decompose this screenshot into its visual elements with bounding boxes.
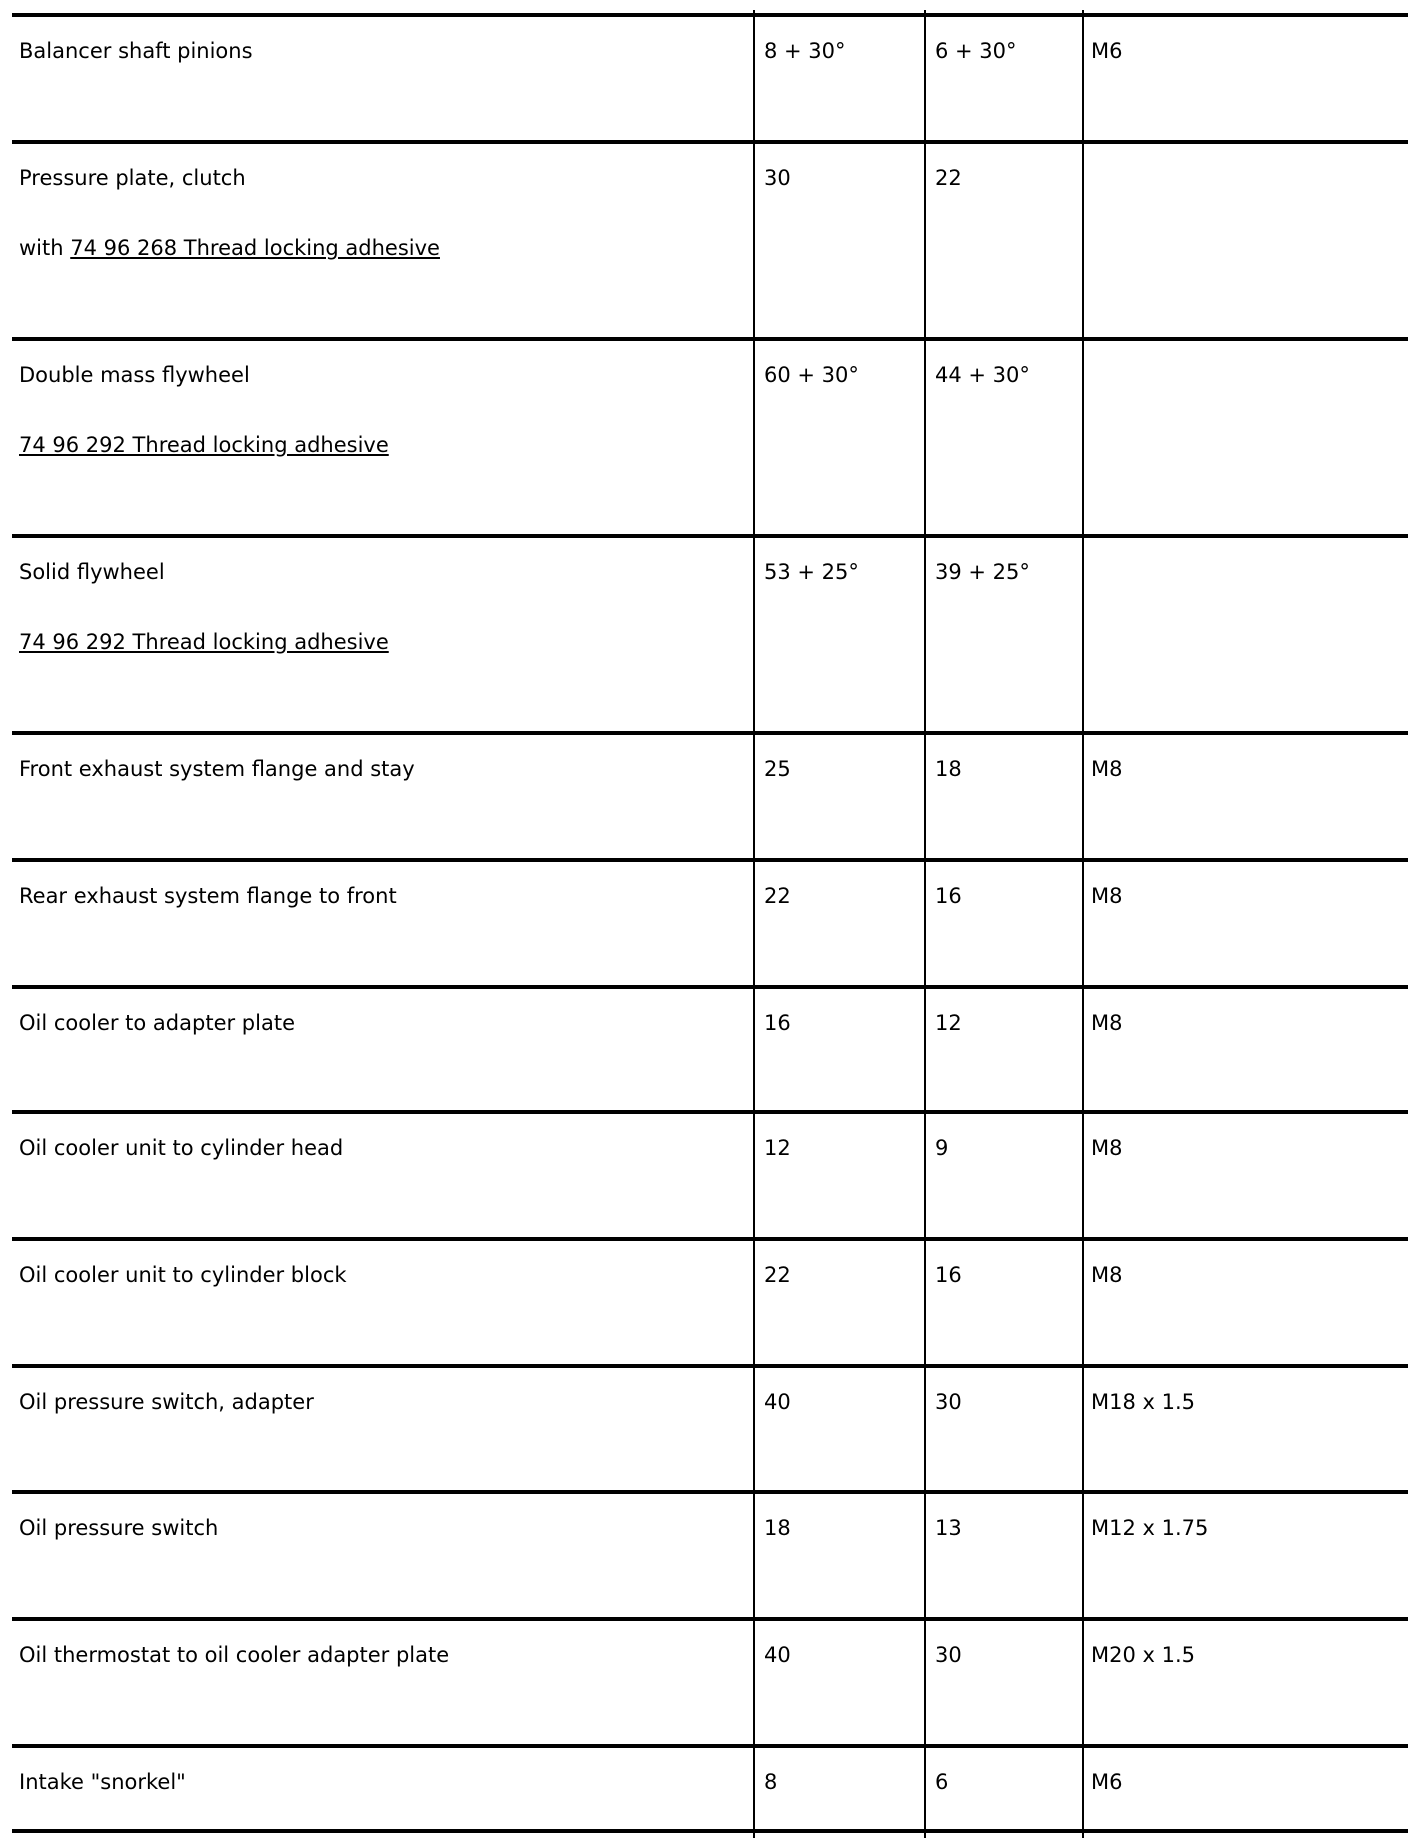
adhesive-note bbox=[19, 236, 440, 260]
torque-lbft-cell: 13 bbox=[935, 1516, 962, 1540]
row-divider bbox=[12, 731, 1408, 735]
thread-size-cell: M8 bbox=[1091, 1011, 1123, 1035]
torque-nm-cell: 22 bbox=[764, 884, 791, 908]
description-text: Double mass flywheel bbox=[19, 363, 250, 387]
description-text: Solid flywheel bbox=[19, 560, 165, 584]
thread-size-cell: M12 x 1.75 bbox=[1091, 1516, 1209, 1540]
description-cell bbox=[19, 1011, 295, 1035]
description-text: Intake "snorkel" bbox=[19, 1770, 186, 1794]
torque-lbft-cell: 16 bbox=[935, 1263, 962, 1287]
torque-nm-cell: 12 bbox=[764, 1136, 791, 1160]
description-cell bbox=[19, 39, 253, 63]
description-cell bbox=[19, 560, 389, 654]
description-cell bbox=[19, 1516, 218, 1540]
torque-lbft-cell: 16 bbox=[935, 884, 962, 908]
row-divider bbox=[12, 985, 1408, 989]
torque-nm-cell: 60 + 30° bbox=[764, 363, 859, 387]
thread-size-cell: M20 x 1.5 bbox=[1091, 1643, 1196, 1667]
adhesive-part-link[interactable]: 74 96 268 Thread locking adhesive bbox=[70, 236, 440, 260]
thread-size-cell: M6 bbox=[1091, 39, 1123, 63]
description-text: Rear exhaust system flange to front bbox=[19, 884, 397, 908]
torque-nm-cell: 18 bbox=[764, 1516, 791, 1540]
adhesive-note bbox=[19, 433, 389, 457]
torque-lbft-cell: 18 bbox=[935, 757, 962, 781]
row-divider bbox=[12, 534, 1408, 538]
description-cell bbox=[19, 1643, 449, 1667]
row-divider bbox=[12, 1110, 1408, 1114]
torque-lbft-cell: 12 bbox=[935, 1011, 962, 1035]
description-text: Oil thermostat to oil cooler adapter plate bbox=[19, 1643, 450, 1667]
description-text: Pressure plate, clutch bbox=[19, 166, 246, 190]
description-cell bbox=[19, 1390, 314, 1414]
description-cell bbox=[19, 1136, 343, 1160]
torque-nm-cell: 8 + 30° bbox=[764, 39, 846, 63]
torque-lbft-cell: 6 + 30° bbox=[935, 39, 1017, 63]
torque-nm-cell: 16 bbox=[764, 1011, 791, 1035]
adhesive-part-link[interactable]: 74 96 292 Thread locking adhesive bbox=[19, 630, 389, 654]
torque-nm-cell: 53 + 25° bbox=[764, 560, 859, 584]
row-divider bbox=[12, 1364, 1408, 1368]
adhesive-note bbox=[19, 630, 389, 654]
torque-nm-cell: 40 bbox=[764, 1390, 791, 1414]
row-divider bbox=[12, 140, 1408, 144]
row-divider bbox=[12, 1744, 1408, 1748]
torque-nm-cell: 25 bbox=[764, 757, 791, 781]
torque-lbft-cell: 30 bbox=[935, 1643, 962, 1667]
description-text: Balancer shaft pinions bbox=[19, 39, 253, 63]
note-prefix: with bbox=[19, 236, 71, 260]
column-divider bbox=[924, 10, 926, 1838]
description-text: Front exhaust system flange and stay bbox=[19, 757, 415, 781]
thread-size-cell: M8 bbox=[1091, 1136, 1123, 1160]
adhesive-part-link[interactable]: 74 96 292 Thread locking adhesive bbox=[19, 433, 389, 457]
description-text: Oil cooler unit to cylinder head bbox=[19, 1136, 344, 1160]
description-text: Oil cooler unit to cylinder block bbox=[19, 1263, 347, 1287]
torque-lbft-cell: 6 bbox=[935, 1770, 949, 1794]
description-cell bbox=[19, 884, 397, 908]
torque-nm-cell: 22 bbox=[764, 1263, 791, 1287]
row-divider bbox=[12, 858, 1408, 862]
description-text: Oil pressure switch, adapter bbox=[19, 1390, 314, 1414]
torque-nm-cell: 8 bbox=[764, 1770, 778, 1794]
description-cell bbox=[19, 757, 415, 781]
column-divider bbox=[753, 10, 755, 1838]
torque-lbft-cell: 9 bbox=[935, 1136, 949, 1160]
thread-size-cell: M8 bbox=[1091, 757, 1123, 781]
thread-size-cell: M8 bbox=[1091, 884, 1123, 908]
torque-nm-cell: 30 bbox=[764, 166, 791, 190]
torque-lbft-cell: 39 + 25° bbox=[935, 560, 1030, 584]
thread-size-cell: M6 bbox=[1091, 1770, 1123, 1794]
description-cell bbox=[19, 166, 440, 260]
row-divider bbox=[12, 1237, 1408, 1241]
torque-lbft-cell: 30 bbox=[935, 1390, 962, 1414]
row-divider bbox=[12, 1617, 1408, 1621]
row-divider bbox=[12, 1490, 1408, 1494]
description-text: Oil pressure switch bbox=[19, 1516, 219, 1540]
row-divider bbox=[12, 337, 1408, 341]
column-divider bbox=[1082, 10, 1084, 1838]
torque-lbft-cell: 22 bbox=[935, 166, 962, 190]
torque-lbft-cell: 44 + 30° bbox=[935, 363, 1030, 387]
description-cell bbox=[19, 1263, 347, 1287]
thread-size-cell: M8 bbox=[1091, 1263, 1123, 1287]
row-divider bbox=[12, 1829, 1408, 1833]
torque-nm-cell: 40 bbox=[764, 1643, 791, 1667]
description-text: Oil cooler to adapter plate bbox=[19, 1011, 295, 1035]
description-cell bbox=[19, 363, 389, 457]
row-divider bbox=[12, 13, 1408, 17]
description-cell bbox=[19, 1770, 186, 1794]
thread-size-cell: M18 x 1.5 bbox=[1091, 1390, 1196, 1414]
